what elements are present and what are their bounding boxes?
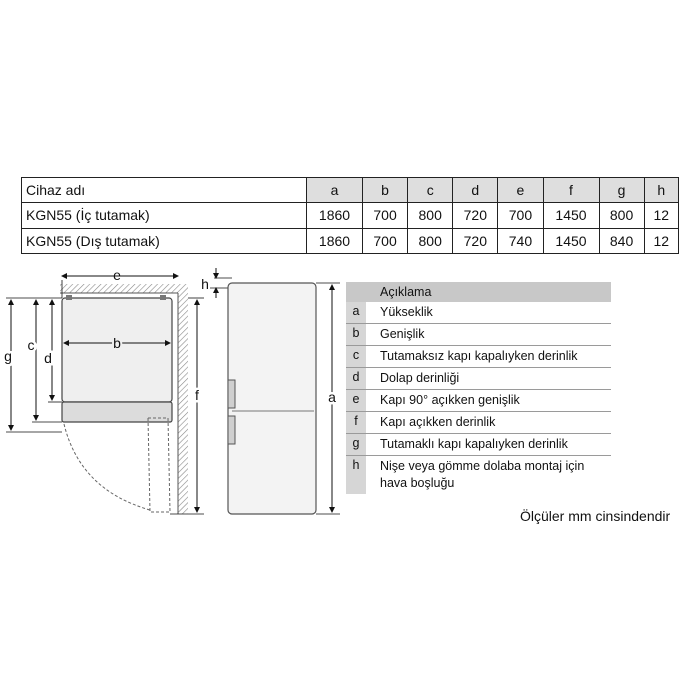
legend <box>346 282 611 494</box>
label-d: d <box>44 350 52 366</box>
table-cell: 700 <box>363 228 408 253</box>
table-cell: 1450 <box>543 228 599 253</box>
units-note: Ölçüler mm cinsindendir <box>520 508 671 524</box>
table-cell: KGN55 (Dış tutamak) <box>22 228 307 253</box>
table-header-cell: h <box>644 178 678 203</box>
table-header-cell: c <box>408 178 453 203</box>
table-cell: 700 <box>363 203 408 228</box>
top-view <box>4 267 204 514</box>
table-cell: 840 <box>599 228 644 253</box>
table-header-cell: d <box>453 178 498 203</box>
table-header-cell: Cihaz adı <box>22 178 307 203</box>
table-cell: 1860 <box>307 203 363 228</box>
label-f: f <box>195 387 199 403</box>
legend-row <box>346 323 611 345</box>
table-header-cell: e <box>498 178 543 203</box>
legend-text: Yükseklik <box>380 305 433 319</box>
label-b: b <box>113 335 121 351</box>
legend-row <box>346 302 611 323</box>
legend-text: Dolap derinliği <box>380 371 460 385</box>
legend-letter: d <box>346 368 366 389</box>
legend-letter: b <box>346 324 366 345</box>
legend-row <box>346 411 611 433</box>
legend-letter: c <box>346 346 366 367</box>
door-swing-arc <box>64 424 150 510</box>
legend-letter: h <box>346 456 366 494</box>
legend-text: Nişe veya gömme dolaba montaj için hava boşluğu <box>380 459 585 490</box>
legend-row <box>346 389 611 411</box>
table-cell: KGN55 (İç tutamak) <box>22 203 307 228</box>
legend-text: Genişlik <box>380 327 425 341</box>
label-e: e <box>113 267 121 283</box>
fridge-handle-bottom <box>228 416 235 444</box>
legend-row <box>346 345 611 367</box>
rear-wall-hatch <box>60 284 178 293</box>
legend-row <box>346 433 611 455</box>
table-header-cell: a <box>307 178 363 203</box>
table-header-cell: g <box>599 178 644 203</box>
label-h: h <box>201 276 209 292</box>
legend-text: Kapı 90° açıkken genişlik <box>380 393 520 407</box>
legend-row <box>346 455 611 494</box>
table-cell: 12 <box>644 228 678 253</box>
table-cell: 720 <box>453 228 498 253</box>
legend-letter: f <box>346 412 366 433</box>
table-cell: 12 <box>644 203 678 228</box>
legend-text: Tutamaklı kapı kapalıyken derinlik <box>380 437 568 451</box>
legend-row <box>346 367 611 389</box>
legend-text: Tutamaksız kapı kapalıyken derinlik <box>380 349 578 363</box>
legend-title: Açıklama <box>346 282 611 302</box>
table-cell: 740 <box>498 228 543 253</box>
table-cell: 800 <box>599 203 644 228</box>
table-cell: 720 <box>453 203 498 228</box>
fridge-handle-top <box>228 380 235 408</box>
label-a: a <box>328 389 336 405</box>
door-open <box>148 418 170 512</box>
legend-body <box>346 302 611 494</box>
table-header-cell: b <box>363 178 408 203</box>
side-wall-hatch <box>178 284 188 514</box>
table-cell: 700 <box>498 203 543 228</box>
table-header-cell: f <box>543 178 599 203</box>
label-g: g <box>4 348 12 364</box>
fridge-front-body <box>228 283 316 514</box>
table-cell: 800 <box>408 203 453 228</box>
front-view <box>201 268 340 514</box>
table-cell: 1860 <box>307 228 363 253</box>
legend-text: Kapı açıkken derinlik <box>380 415 496 429</box>
legend-letter: g <box>346 434 366 455</box>
table-cell: 800 <box>408 228 453 253</box>
legend-letter: e <box>346 390 366 411</box>
label-c: c <box>27 337 35 353</box>
legend-letter: a <box>346 302 366 323</box>
table-cell: 1450 <box>543 203 599 228</box>
door-closed <box>62 402 172 422</box>
